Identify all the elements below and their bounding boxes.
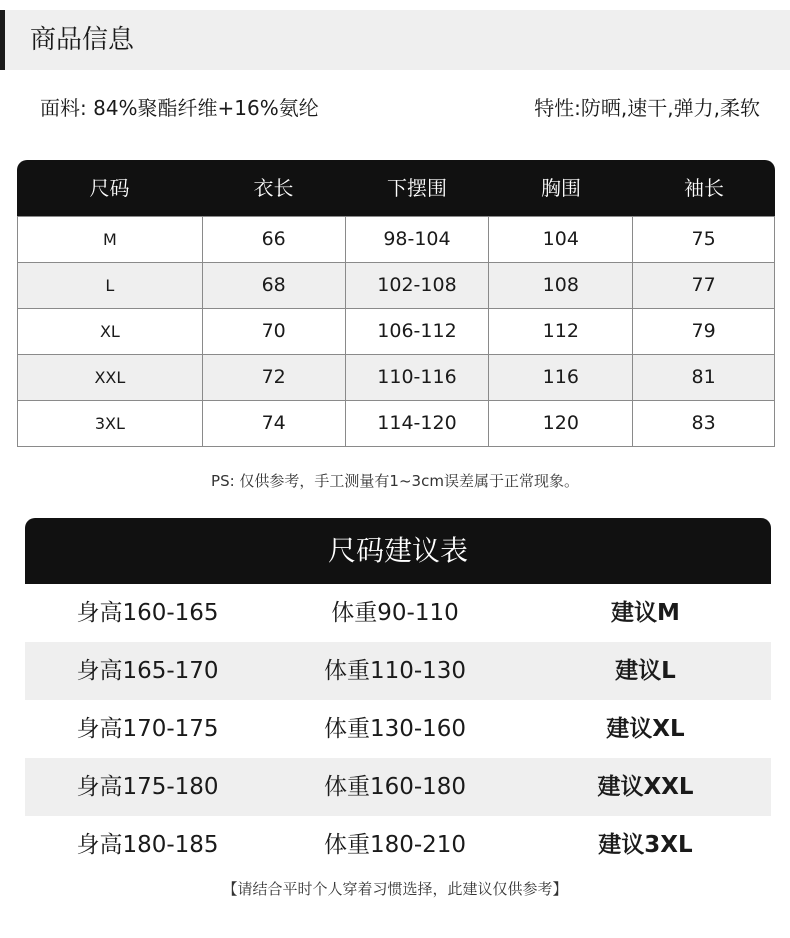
table-cell: XXL (18, 355, 203, 400)
table-row (18, 216, 775, 263)
table-cell: 74 (203, 401, 346, 446)
table-cell: 114-120 (346, 401, 490, 446)
table-cell: 72 (203, 355, 346, 400)
table-cell: 116 (489, 355, 633, 400)
height-range: 身高180-185 (76, 832, 219, 858)
table-cell: 108 (489, 263, 633, 308)
suggestion-row (25, 700, 771, 758)
height-range: 身高160-165 (76, 600, 219, 626)
size-table-header (17, 160, 775, 216)
table-cell: 79 (633, 309, 775, 354)
suggestion-row (25, 642, 771, 700)
table-cell: 98-104 (346, 217, 490, 262)
fabric-text: 面料: 84%聚酯纤维+16%氨纶 (40, 96, 319, 120)
table-cell: L (18, 263, 203, 308)
spec-row (0, 88, 790, 128)
suggestion-row (25, 758, 771, 816)
height-range: 身高170-175 (76, 716, 219, 742)
table-cell: 106-112 (346, 309, 490, 354)
section-header (0, 10, 790, 70)
header-accent-bar (0, 10, 5, 70)
suggestion-title: 尺码建议表 (25, 518, 771, 584)
table-cell: 104 (489, 217, 633, 262)
table-cell: 3XL (18, 401, 203, 446)
table-cell: 120 (489, 401, 633, 446)
column-header: 衣长 (253, 176, 294, 200)
column-header: 下摆围 (387, 176, 447, 200)
table-cell: 77 (633, 263, 775, 308)
table-row (18, 309, 775, 355)
column-header: 尺码 (89, 176, 130, 200)
weight-range: 体重110-130 (323, 658, 467, 684)
weight-range: 体重130-160 (323, 716, 467, 742)
table-row (18, 263, 775, 309)
table-cell: 83 (633, 401, 775, 446)
table-cell: 102-108 (346, 263, 490, 308)
suggested-size: 建议XL (606, 716, 685, 742)
table-cell: 70 (203, 309, 346, 354)
table-row (18, 355, 775, 401)
table-cell: 68 (203, 263, 346, 308)
suggested-size: 建议3XL (598, 832, 693, 858)
suggestion-row (25, 584, 771, 642)
section-title: 商品信息 (30, 25, 135, 55)
suggested-size: 建议M (611, 600, 680, 626)
size-table-body (17, 216, 775, 447)
height-range: 身高165-170 (76, 658, 219, 684)
column-header: 袖长 (684, 176, 724, 200)
table-cell: 66 (203, 217, 346, 262)
size-table (17, 160, 775, 447)
table-cell: XL (18, 309, 203, 354)
suggestion-row (25, 816, 771, 874)
footnote: 【请结合平时个人穿着习惯选择，此建议仅供参考】 (222, 880, 568, 898)
table-cell: 81 (633, 355, 775, 400)
weight-range: 体重160-180 (323, 774, 467, 800)
features-text: 特性:防晒,速干,弹力,柔软 (534, 96, 760, 120)
ps-note: PS: 仅供参考，手工测量有1~3cm误差属于正常现象。 (211, 472, 579, 490)
table-cell: 110-116 (346, 355, 490, 400)
height-range: 身高175-180 (76, 774, 219, 800)
table-cell: M (18, 217, 203, 262)
suggested-size: 建议XXL (597, 774, 694, 800)
table-row (18, 401, 775, 447)
suggested-size: 建议L (615, 658, 676, 684)
table-cell: 75 (633, 217, 775, 262)
column-header: 胸围 (541, 176, 581, 200)
weight-range: 体重180-210 (323, 832, 467, 858)
table-cell: 112 (489, 309, 633, 354)
suggestion-table (25, 584, 771, 874)
weight-range: 体重90-110 (331, 600, 459, 626)
